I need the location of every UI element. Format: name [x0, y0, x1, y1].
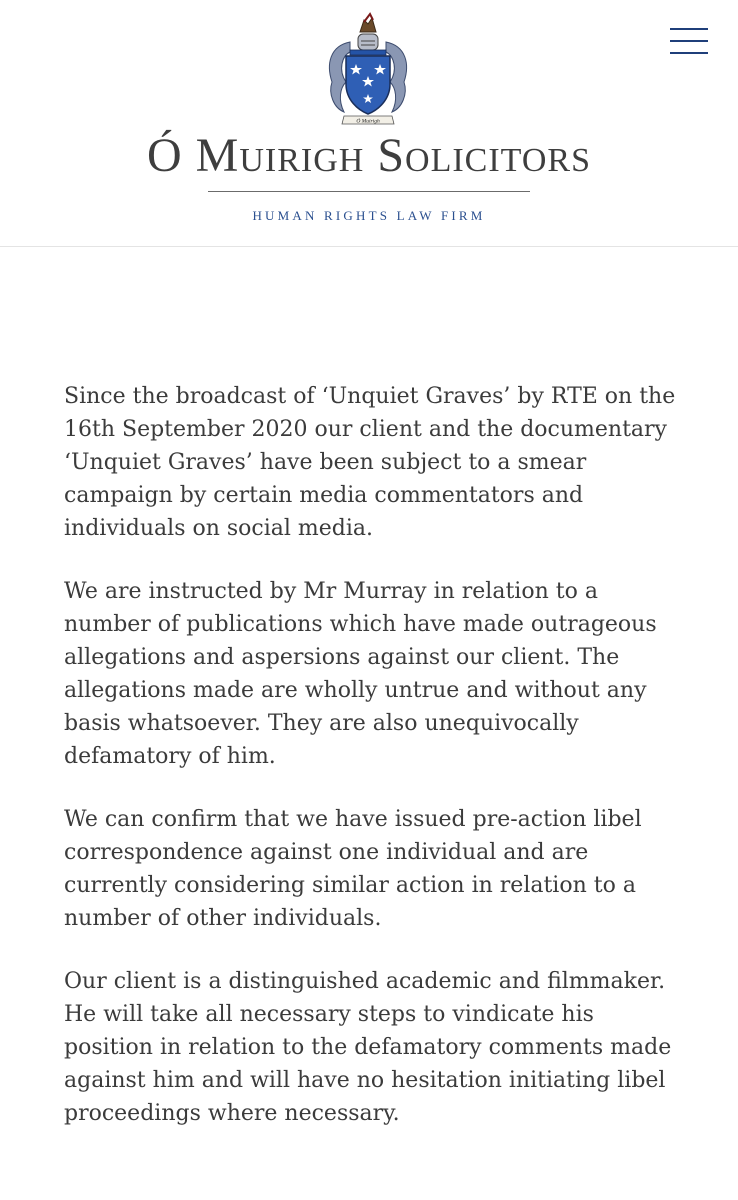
menu-bar: [670, 52, 708, 54]
firm-tagline: HUMAN RIGHTS LAW FIRM: [252, 208, 486, 223]
family-crest-logo[interactable]: [320, 12, 416, 130]
menu-bar: [670, 28, 708, 30]
statement-paragraph: Since the broadcast of ‘Unquiet Graves’ by RTE on the 16th September 2020 our client and the documentary ‘Unquiet Graves’ have been subject to a smear campaign by certain media commentators and individuals on social media.: [64, 384, 676, 541]
statement-body: [64, 380, 684, 1160]
firm-name[interactable]: Ó Muirigh Solicitors: [147, 129, 591, 182]
crest-motto: Ó Muirigh: [356, 118, 380, 125]
statement-paragraph: We are instructed by Mr Murray in relation to a number of publications which have made outrageous allegations and aspersions against our client. The allegations made are wholly untrue and without any basis whatsoever. They are also unequivocally defamatory of him.: [64, 579, 657, 769]
statement-paragraph: Our client is a distinguished academic and filmmaker. He will take all necessary steps to vindicate his position in relation to the defamatory comments made against him and will have no hesitation initiating libel proceedings where necessary.: [64, 969, 672, 1126]
statement-paragraph: We can confirm that we have issued pre-action libel correspondence against one individual and are currently considering similar action in relation to a number of other individuals.: [64, 807, 642, 931]
header-divider: [208, 191, 530, 192]
menu-bar: [670, 40, 708, 42]
hamburger-menu-icon[interactable]: [668, 24, 712, 60]
site-header: [0, 0, 738, 247]
